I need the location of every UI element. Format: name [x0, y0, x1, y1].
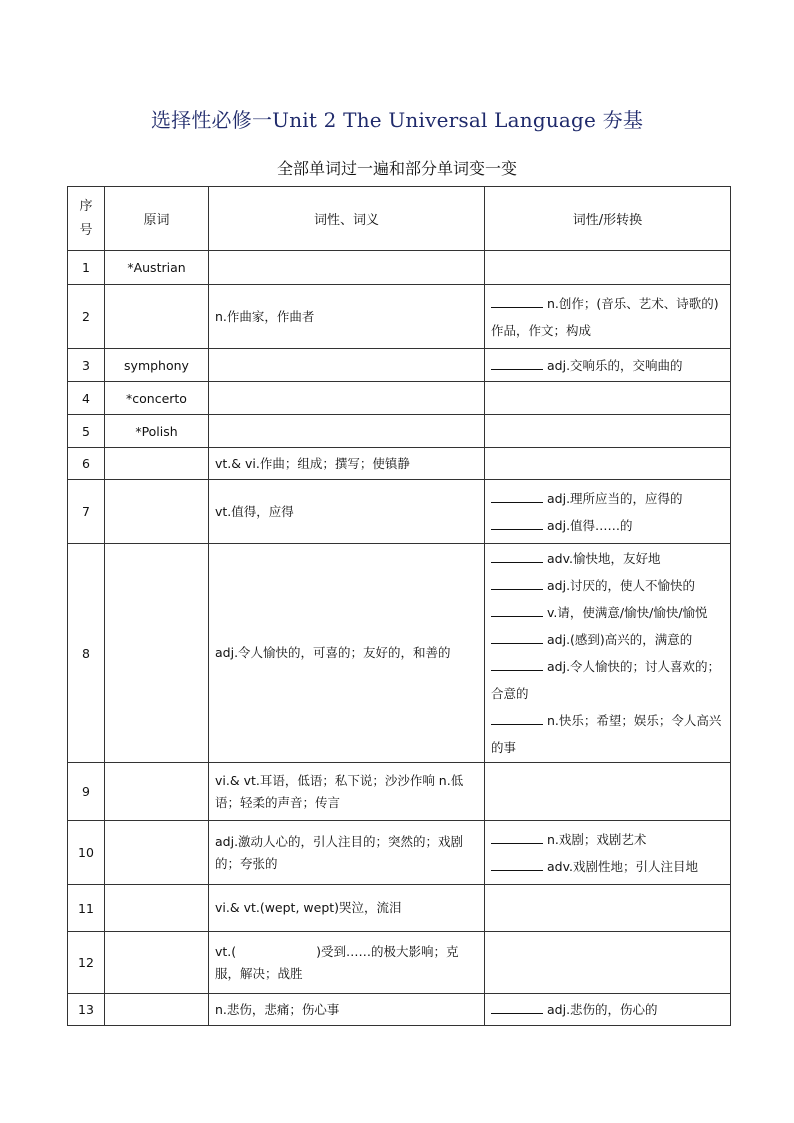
row-meaning[interactable]	[209, 415, 485, 448]
transform-line	[491, 626, 724, 653]
table-row	[68, 480, 731, 544]
row-meaning: adj.激动人心的，引人注目的；突然的；戏剧的；夸张的	[209, 821, 485, 885]
transform-text: adj.令人愉快的；讨人喜欢的；合意的	[491, 659, 721, 701]
transform-line	[491, 653, 724, 707]
row-word[interactable]	[105, 448, 209, 480]
row-meaning: vi.& vt.(wept, wept)哭泣，流泪	[209, 885, 485, 932]
transform-text: n.快乐；希望；娱乐；令人高兴的事	[491, 713, 722, 755]
row-transform[interactable]	[485, 382, 731, 415]
row-meaning: n.悲伤，悲痛；伤心事	[209, 994, 485, 1026]
row-num: 6	[68, 448, 105, 480]
row-word[interactable]	[105, 480, 209, 544]
transform-line	[491, 996, 724, 1023]
answer-blank[interactable]	[491, 357, 543, 370]
row-meaning: vt.& vi.作曲；组成；撰写；使镇静	[209, 448, 485, 480]
row-transform[interactable]	[485, 251, 731, 285]
row-transform	[485, 544, 731, 763]
transform-text: adj.(感到)高兴的，满意的	[547, 632, 693, 647]
row-meaning[interactable]	[209, 349, 485, 382]
row-word[interactable]	[105, 285, 209, 349]
transform-line	[491, 599, 724, 626]
header-transform: 词性/形转换	[485, 187, 731, 251]
table-row	[68, 415, 731, 448]
row-num: 7	[68, 480, 105, 544]
transform-text: adv.戏剧性地；引人注目地	[547, 858, 698, 874]
table-row	[68, 932, 731, 994]
transform-line	[491, 290, 724, 344]
transform-text: adv.愉快地，友好地	[547, 551, 661, 566]
transform-text: adj.值得……的	[547, 517, 633, 533]
transform-line	[491, 545, 724, 572]
transform-text: n.戏剧；戏剧艺术	[547, 831, 647, 847]
table-row	[68, 251, 731, 285]
row-num: 2	[68, 285, 105, 349]
header-num-bottom: 号	[79, 222, 93, 238]
row-transform	[485, 285, 731, 349]
row-num: 12	[68, 932, 105, 994]
table-row	[68, 885, 731, 932]
table-row	[68, 285, 731, 349]
row-transform[interactable]	[485, 763, 731, 821]
row-num: 9	[68, 763, 105, 821]
answer-blank[interactable]	[491, 517, 543, 530]
row-word: symphony	[105, 349, 209, 382]
answer-blank[interactable]	[491, 831, 543, 844]
table-header-row	[68, 187, 731, 251]
page-subtitle: 全部单词过一遍和部分单词变一变	[276, 159, 517, 178]
row-meaning: vt.值得，应得	[209, 480, 485, 544]
transform-text: n.创作；(音乐、艺术、诗歌的)作品，作文；构成	[491, 295, 719, 338]
transform-text: adj.讨厌的，使人不愉快的	[547, 578, 696, 593]
answer-blank[interactable]	[491, 858, 543, 871]
row-word[interactable]	[105, 885, 209, 932]
row-meaning: adj.令人愉快的，可喜的；友好的，和善的	[209, 544, 485, 763]
row-word[interactable]	[105, 544, 209, 763]
meaning-post: )受到……的极大影响；克服，解决；战胜	[215, 943, 459, 981]
row-num: 4	[68, 382, 105, 415]
table-row	[68, 382, 731, 415]
transform-line	[491, 485, 724, 512]
table-row	[68, 544, 731, 763]
row-num: 11	[68, 885, 105, 932]
vocabulary-table	[67, 186, 731, 1026]
row-word: *concerto	[105, 382, 209, 415]
transform-text: adj.理所应当的，应得的	[547, 490, 683, 506]
answer-blank[interactable]	[491, 550, 543, 563]
row-meaning	[209, 251, 485, 285]
row-transform	[485, 480, 731, 544]
row-transform	[485, 994, 731, 1026]
row-word[interactable]	[105, 821, 209, 885]
header-word: 原词	[105, 187, 209, 251]
row-meaning[interactable]	[209, 382, 485, 415]
row-num: 10	[68, 821, 105, 885]
answer-blank[interactable]	[491, 658, 543, 671]
row-num: 3	[68, 349, 105, 382]
header-meaning: 词性、词义	[209, 187, 485, 251]
transform-line	[491, 572, 724, 599]
row-transform	[485, 349, 731, 382]
page-title: 选择性必修一Unit 2 The Universal Language 夯基	[150, 108, 644, 132]
row-transform	[485, 821, 731, 885]
transform-line	[491, 352, 724, 379]
row-transform[interactable]	[485, 932, 731, 994]
row-word: *Austrian	[105, 251, 209, 285]
row-word: *Polish	[105, 415, 209, 448]
meaning-pre: vt.(	[215, 943, 237, 959]
transform-line	[491, 707, 724, 761]
row-num: 8	[68, 544, 105, 763]
table-row	[68, 763, 731, 821]
table-row	[68, 349, 731, 382]
answer-blank[interactable]	[491, 577, 543, 590]
row-transform[interactable]	[485, 448, 731, 480]
table-row	[68, 448, 731, 480]
transform-line	[491, 826, 724, 853]
row-transform[interactable]	[485, 415, 731, 448]
transform-text: adj.悲伤的，伤心的	[547, 1002, 658, 1017]
header-num	[68, 187, 105, 251]
row-word[interactable]	[105, 763, 209, 821]
row-meaning: vi.& vt.耳语，低语；私下说；沙沙作响 n.低语；轻柔的声音；传言	[209, 763, 485, 821]
transform-line	[491, 512, 724, 539]
row-num: 5	[68, 415, 105, 448]
row-meaning: n.作曲家，作曲者	[209, 285, 485, 349]
row-word[interactable]	[105, 932, 209, 994]
row-num: 1	[68, 251, 105, 285]
transform-line	[491, 853, 724, 880]
transform-text: adj.交响乐的，交响曲的	[547, 357, 683, 373]
row-word[interactable]	[105, 994, 209, 1026]
answer-blank[interactable]	[491, 490, 543, 503]
answer-blank[interactable]	[491, 712, 543, 725]
header-num-top: 序	[79, 198, 93, 214]
answer-blank[interactable]	[491, 604, 543, 617]
table-row	[68, 994, 731, 1026]
row-meaning	[209, 932, 485, 994]
answer-blank[interactable]	[491, 631, 543, 644]
row-transform[interactable]	[485, 885, 731, 932]
table-row	[68, 821, 731, 885]
answer-blank[interactable]	[491, 1001, 543, 1014]
row-num: 13	[68, 994, 105, 1026]
transform-text: v.请，使满意/愉快/愉快/愉悦	[547, 605, 708, 620]
answer-blank[interactable]	[491, 295, 543, 308]
